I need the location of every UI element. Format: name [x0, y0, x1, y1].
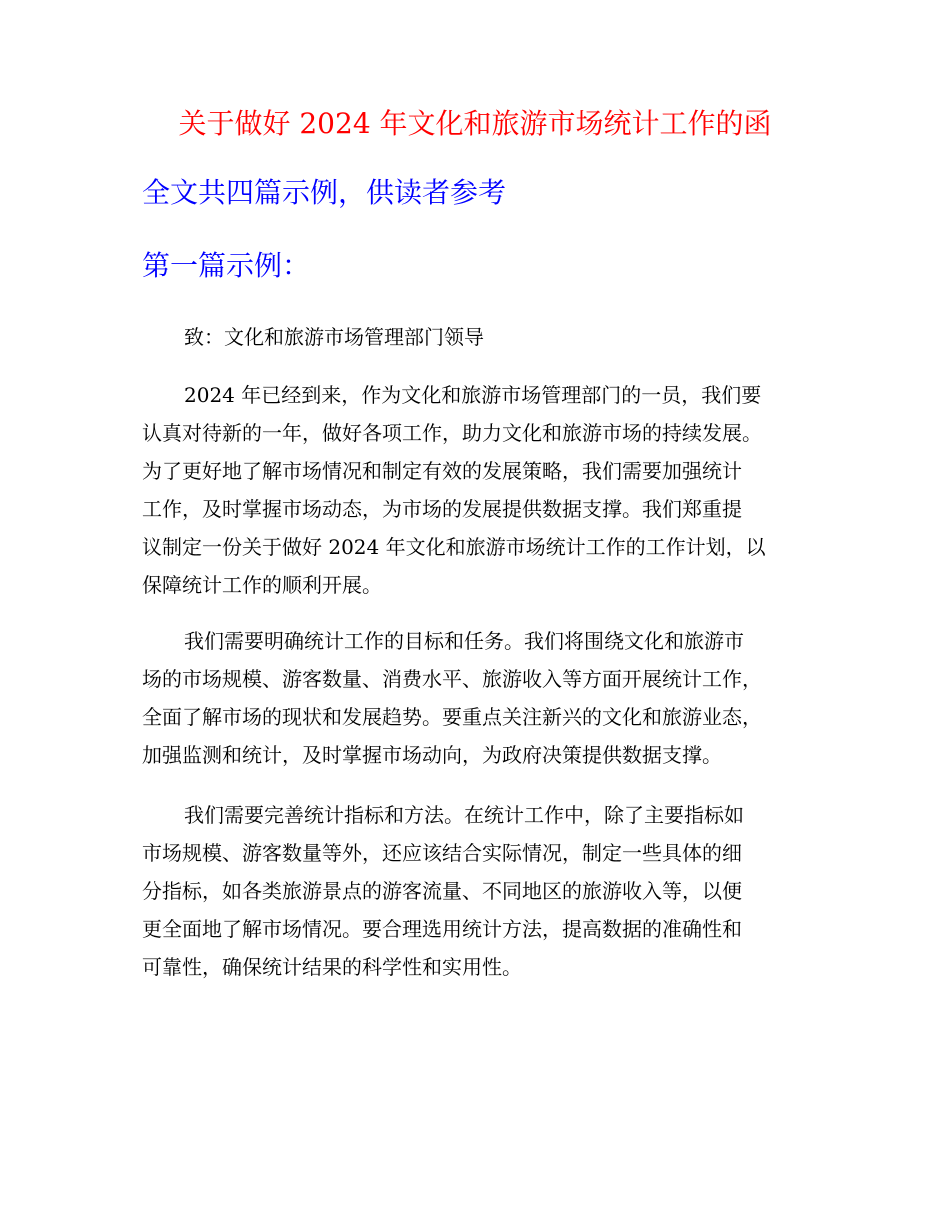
salutation: 致：文化和旅游市场管理部门领导: [184, 325, 484, 349]
paragraph-3-line: 更全面地了解市场情况。要合理选用统计方法，提高数据的准确性和: [142, 917, 742, 941]
paragraph-3-line: 我们需要完善统计指标和方法。在统计工作中，除了主要指标如: [184, 803, 744, 827]
document-subtitle: 全文共四篇示例，供读者参考: [142, 176, 507, 209]
section-heading: 第一篇示例：: [142, 249, 311, 282]
paragraph-3-line: 可靠性，确保统计结果的科学性和实用性。: [142, 955, 522, 979]
paragraph-1-line: 认真对待新的一年，做好各项工作，助力文化和旅游市场的持续发展。: [142, 421, 762, 445]
paragraph-3-line: 市场规模、游客数量等外，还应该结合实际情况，制定一些具体的细: [142, 841, 742, 865]
paragraph-2-line: 场的市场规模、游客数量、消费水平、旅游收入等方面开展统计工作，: [142, 667, 762, 691]
paragraph-1-line: 2024 年已经到来，作为文化和旅游市场管理部门的一员，我们要: [184, 383, 762, 407]
paragraph-3-line: 分指标，如各类旅游景点的游客流量、不同地区的旅游收入等，以便: [142, 879, 742, 903]
paragraph-1-line: 议制定一份关于做好 2024 年文化和旅游市场统计工作的工作计划，以: [142, 535, 766, 559]
paragraph-1-line: 工作，及时掌握市场动态，为市场的发展提供数据支撑。我们郑重提: [142, 497, 742, 521]
paragraph-2-line: 我们需要明确统计工作的目标和任务。我们将围绕文化和旅游市: [184, 629, 744, 653]
document-title: 关于做好 2024 年文化和旅游市场统计工作的函: [178, 107, 772, 140]
paragraph-1-line: 保障统计工作的顺利开展。: [142, 573, 382, 597]
paragraph-1-line: 为了更好地了解市场情况和制定有效的发展策略，我们需要加强统计: [142, 459, 742, 483]
paragraph-2-line: 加强监测和统计，及时掌握市场动向，为政府决策提供数据支撑。: [142, 743, 722, 767]
paragraph-2-line: 全面了解市场的现状和发展趋势。要重点关注新兴的文化和旅游业态，: [142, 705, 762, 729]
